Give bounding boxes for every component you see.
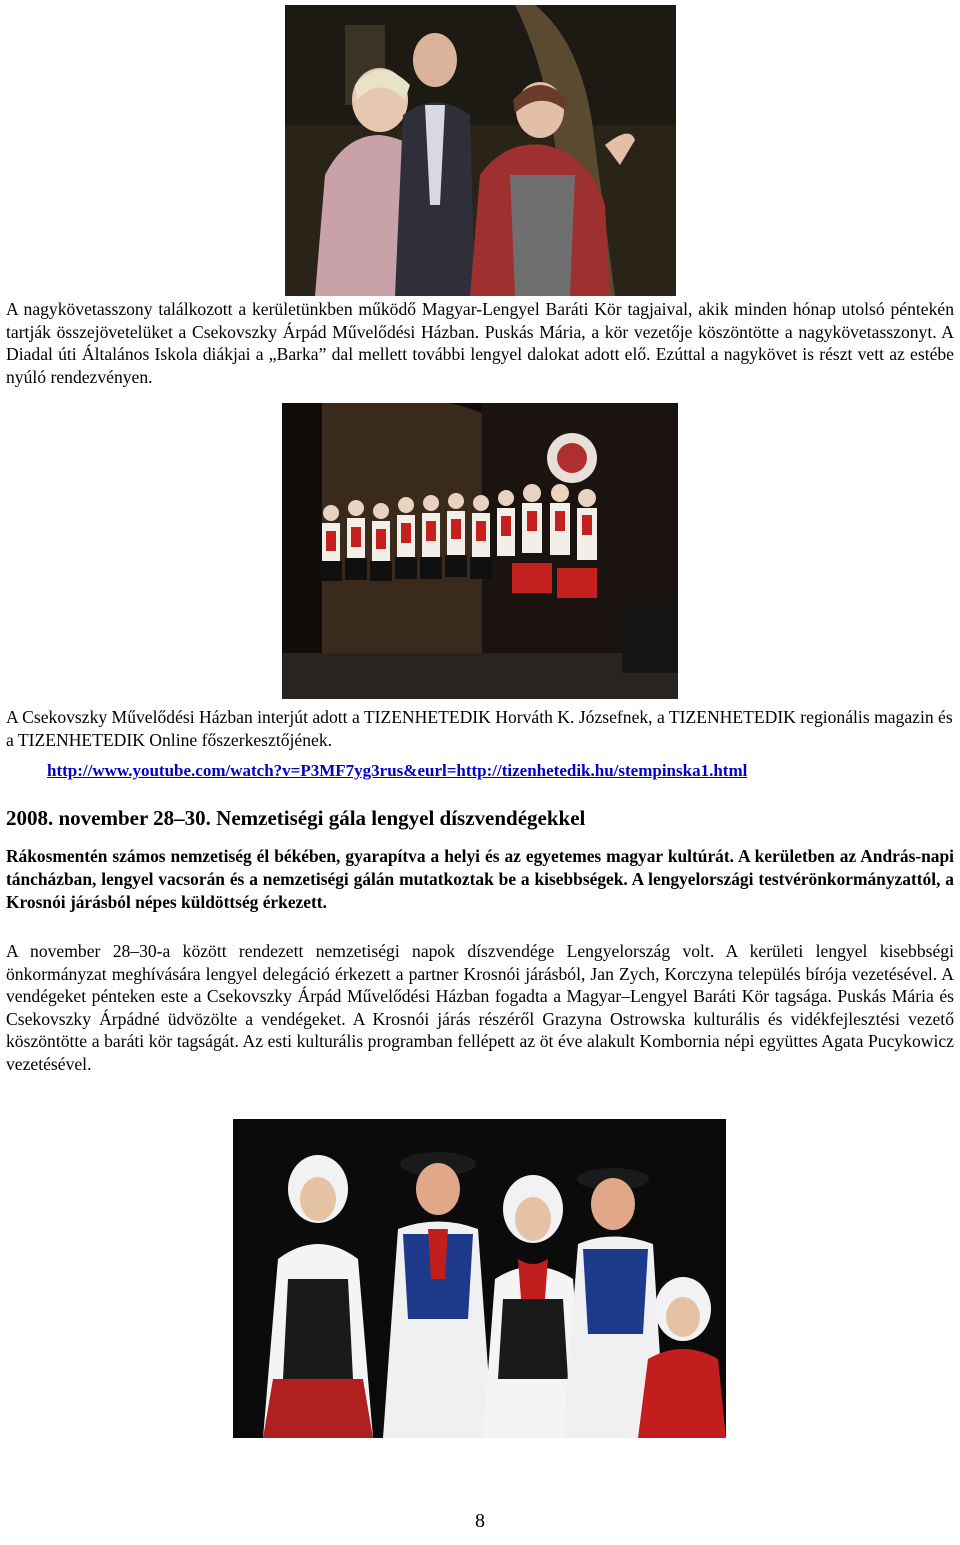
lead-paragraph: Rákosmentén számos nemzetiség él békében, gyarapítva a helyi és az egyetemes magyar kultúrát. A kerületben az András-napi táncházban, lengyel vacsorán és a nemzetiségi gálán mutatkoztak be a kisebbségek. A lengyelországi testvérönkormányzattól, a Krosnói járásból népes küldöttség érkezett. — [6, 846, 954, 912]
photo-ambassador-meeting — [285, 5, 676, 296]
section-heading: 2008. november 28–30. Nemzetiségi gála lengyel díszvendégekkel — [6, 806, 586, 830]
photo-ambassador-meeting-image — [285, 5, 676, 296]
interview-paragraph: A Csekovszky Művelődési Házban interjút adott a TIZENHETEDIK Horváth K. Józsefnek, a TIZENHETEDIK regionális magazin és a TIZENHETEDIK Online főszerkesztőjének. — [6, 707, 953, 750]
youtube-link[interactable]: http://www.youtube.com/watch?v=P3MF7yg3rus&eurl=http://tizenhetedik.hu/stempinska1.html — [47, 761, 748, 780]
photo-folk-ensemble — [233, 1119, 726, 1438]
page-number: 8 — [475, 1510, 485, 1532]
photo-folk-ensemble-image — [233, 1119, 726, 1438]
intro-paragraph: A nagykövetasszony találkozott a kerületünkben működő Magyar-Lengyel Baráti Kör tagjaival, akik minden hónap utolsó péntekén tartják összejövetelüket a Csekovszky Árpád Művelődési Házban. Puskás Mária, a kör vezetője köszöntötte a nagykövetasszonyt. A Diadal úti Általános Iskola diákjai a „Barka” dal mellett további lengyel dalokat adott elő. Ezúttal a nagykövet is részt vett az estébe nyúló rendezvényen. — [6, 299, 954, 387]
photo-children-choir-image — [282, 403, 678, 699]
body-paragraph: A november 28–30-a között rendezett nemzetiségi napok díszvendége Lengyelország volt. A kerületi lengyel kisebbségi önkormányzat meghívására lengyel delegáció érkezett a partner Krosnói járásból, Jan Zych, Korczyna település bírója vezetésével. A vendégeket pénteken este a Csekovszky Árpád Művelődési Házban fogadta a Magyar–Lengyel Baráti Kör tagsága. Puskás Mária és Csekovszky Árpádné üdvözölte a vendégeket. A Krosnói járás részéről Grazyna Ostrowska kulturális és vidékfejlesztési vezető köszöntötte a baráti kör tagságát. Az esti kulturális programban fellépett az öt éve alakult Kombornia népi együttes Agata Pucykowicz vezetésével. — [6, 941, 954, 1074]
photo-children-choir — [282, 403, 678, 699]
